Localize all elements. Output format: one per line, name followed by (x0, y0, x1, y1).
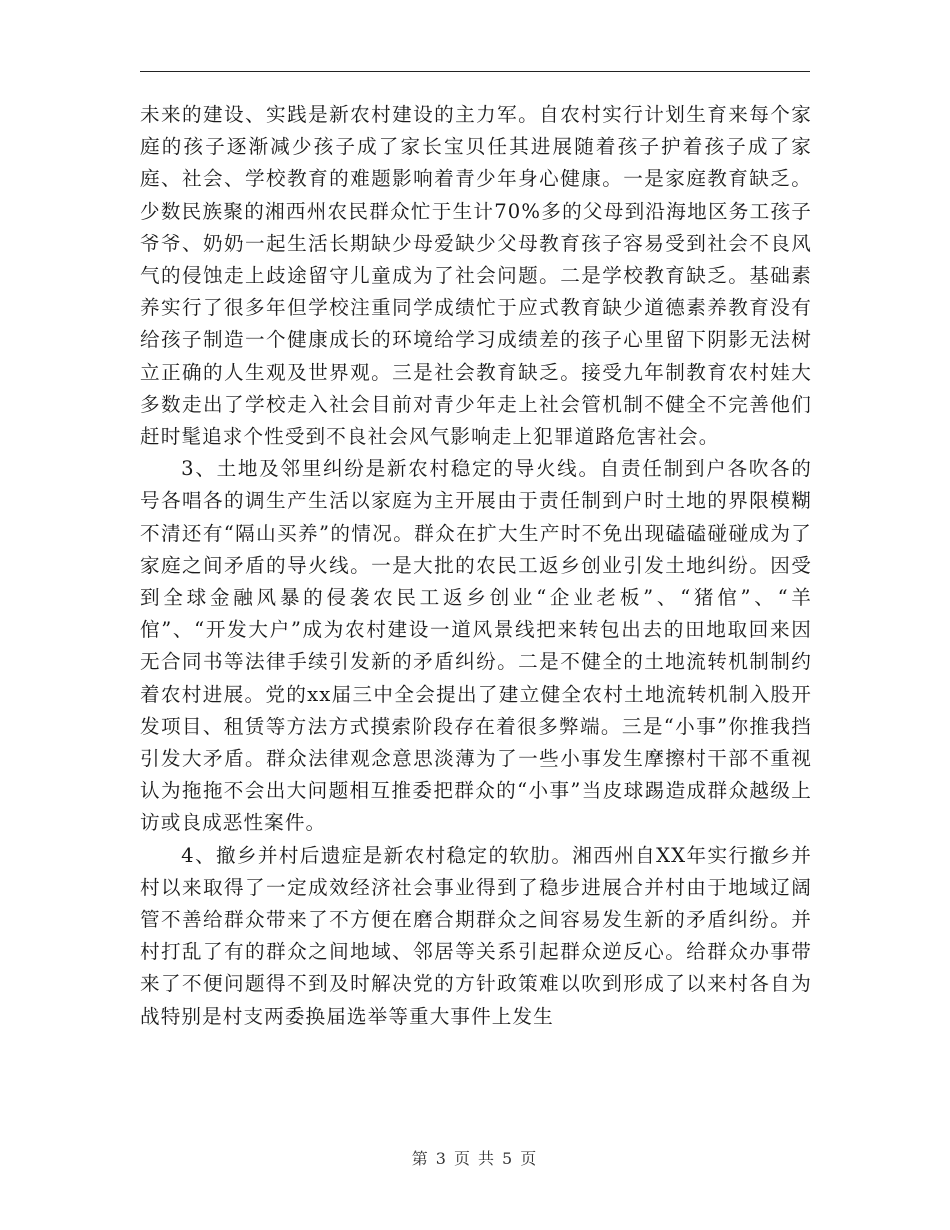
document-body (140, 99, 812, 1033)
footer-page-word: 页 (453, 1149, 472, 1168)
footer-current-page: 3 (435, 1149, 448, 1168)
header-rule (140, 71, 810, 72)
footer-total-word: 页 (520, 1149, 539, 1168)
footer-total-prefix: 共 (478, 1149, 497, 1168)
page-footer (0, 1146, 950, 1169)
paragraph-2: 3、土地及邻里纠纷是新农村稳定的导火线。自责任制到户各吹各的号各唱各的调生产生活以家庭为主开展由于责任制到户时土地的界限模糊不清还有“隔山买养”的情况。群众在扩大生产时不免出现磕磕碰碰成为了家庭之间矛盾的导火线。一是大批的农民工返乡创业引发土地纠纷。因受到全球金融风暴的侵袭农民工返乡创业“企业老板”、“猪倌”、“羊倌”、“开发大户”成为农村建设一道风景线把来转包出去的田地取回来因无合同书等法律手续引发新的矛盾纠纷。二是不健全的土地流转机制制约着农村进展。党的xx届三中全会提出了建立健全农村土地流转机制入股开发项目、租赁等方法方式摸索阶段存在着很多弊端。三是“小事”你推我挡引发大矛盾。群众法律观念意思淡薄为了一些小事发生摩擦村干部不重视认为拖拖不会出大问题相互推委把群众的“小事”当皮球踢造成群众越级上访或良成恶性案件。 (140, 457, 812, 835)
paragraph-3: 4、撤乡并村后遗症是新农村稳定的软肋。湘西州自XX年实行撤乡并村以来取得了一定成效经济社会事业得到了稳步进展合并村由于地域辽阔管不善给群众带来了不方便在磨合期群众之间容易发生新的矛盾纠纷。并村打乱了有的群众之间地域、邻居等关系引起群众逆反心。给群众办事带来了不便问题得不到及时解决党的方针政策难以吹到形成了以来村各自为战特别是村支两委换届选举等重大事件上发生 (140, 843, 812, 1028)
paragraph-1: 未来的建设、实践是新农村建设的主力军。自农村实行计划生育来每个家庭的孩子逐渐减少孩子成了家长宝贝任其进展随着孩子护着孩子成了家庭、社会、学校教育的难题影响着青少年身心健康。一是家庭教育缺乏。少数民族聚的湘西州农民群众忙于生计70%多的父母到沿海地区务工孩子爷爷、奶奶一起生活长期缺少母爱缺少父母教育孩子容易受到社会不良风气的侵蚀走上歧途留守儿童成为了社会问题。二是学校教育缺乏。基础素养实行了很多年但学校注重同学成绩忙于应式教育缺少道德素养教育没有给孩子制造一个健康成长的环境给学习成绩差的孩子心里留下阴影无法树立正确的人生观及世界观。三是社会教育缺乏。接受九年制教育农村娃大多数走出了学校走入社会目前对青少年走上社会管机制不健全不完善他们赶时髦追求个性受到不良社会风气影响走上犯罪道路危害社会。 (140, 103, 812, 449)
footer-page-prefix: 第 (411, 1149, 430, 1168)
footer-total-pages: 5 (502, 1149, 515, 1168)
